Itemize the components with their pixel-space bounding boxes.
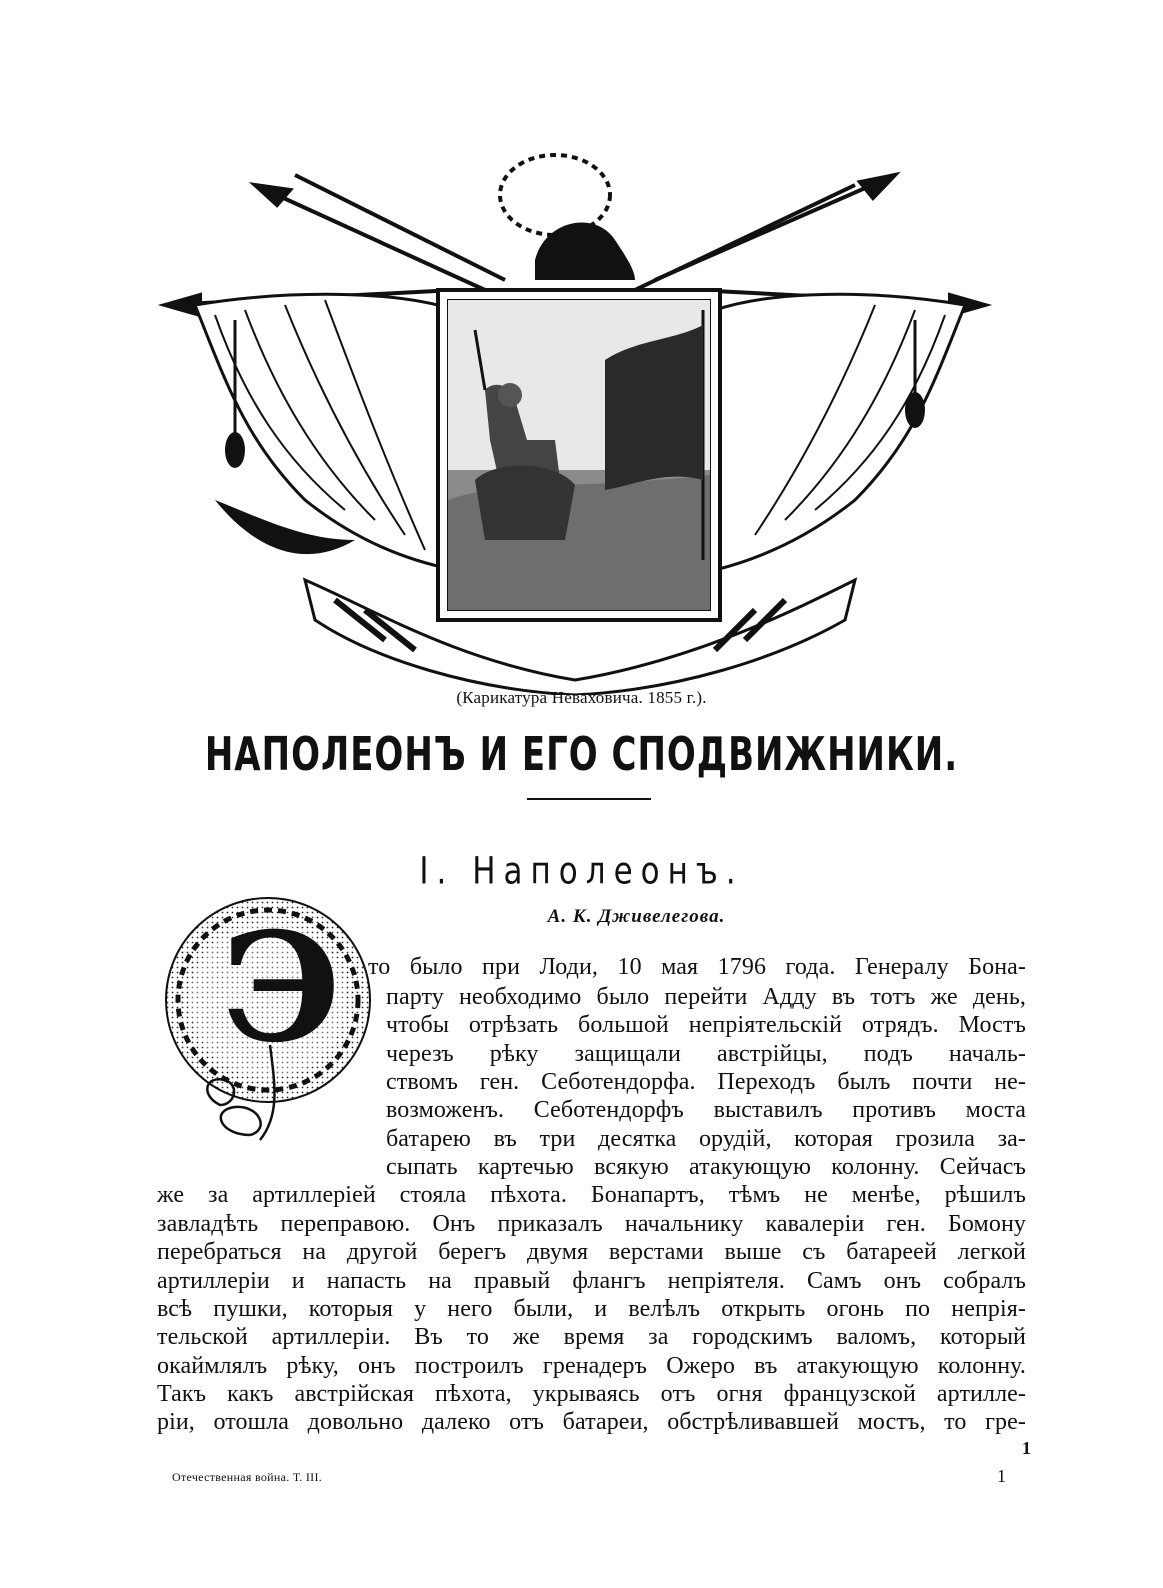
- body-line: батарею въ три десятка орудій, которая грозила за-: [386, 1126, 1026, 1152]
- body-line: перебраться на другой берегъ двумя верстами выше съ батареей легкой: [157, 1239, 1026, 1265]
- body-line: окаймлялъ рѣку, онъ построилъ гренадеръ Ожеро въ атакующую колонну.: [157, 1353, 1026, 1379]
- body-line: черезъ рѣку защищали австрійцы, подъ началь-: [386, 1041, 1026, 1067]
- body-line: то было при Лоди, 10 мая 1796 года. Генералу Бона-: [368, 954, 1026, 980]
- body-line: ствомъ ген. Себотендорфа. Переходъ былъ почти не-: [386, 1069, 1026, 1095]
- title-divider: [527, 798, 651, 800]
- body-line: же за артиллеріей стояла пѣхота. Бонапартъ, тѣмъ не менѣе, рѣшилъ: [157, 1182, 1026, 1208]
- body-line: парту необходимо было перейти Адду въ тотъ же день,: [386, 984, 1026, 1010]
- body-line: всѣ пушки, которыя у него были, и велѣлъ открыть огонь по непрія-: [157, 1296, 1026, 1322]
- body-line: ріи, отошла довольно далеко отъ батареи, обстрѣливавшей мостъ, то гре-: [157, 1409, 1026, 1435]
- caricature-illustration: [155, 140, 1005, 695]
- footer-page-number: 1: [997, 1466, 1006, 1486]
- body-line: сыпать картечью всякую атакующую колонну. Сейчасъ: [386, 1154, 1026, 1180]
- decorative-initial: [160, 895, 375, 1145]
- body-line: чтобы отрѣзать большой непріятельскій отрядъ. Мостъ: [386, 1012, 1026, 1038]
- author-name: А. К. Дживелегова.: [547, 906, 726, 927]
- footer-book-title: Отечественная война. Т. III.: [172, 1470, 323, 1484]
- body-line: Такъ какъ австрійская пѣхота, укрываясь отъ огня французской артилле-: [157, 1381, 1026, 1407]
- initial-letter: Э: [222, 900, 342, 1076]
- illustration-caption: (Карикатура Неваховича. 1855 г.).: [456, 688, 707, 707]
- body-line: возможенъ. Себотендорфъ выставилъ противъ моста: [386, 1097, 1026, 1123]
- napoleon-caricature-icon: [155, 140, 1005, 695]
- body-line: завладѣть переправою. Онъ приказалъ начальнику кавалеріи ген. Бомону: [157, 1211, 1026, 1237]
- body-line: тельской артиллеріи. Въ то же время за городскимъ валомъ, который: [157, 1324, 1026, 1350]
- page-number-top: 1: [1022, 1438, 1031, 1458]
- main-title: НАПОЛЕОНЪ И ЕГО СПОДВИЖНИКИ.: [204, 728, 959, 782]
- body-line: артиллеріи и напасть на правый флангъ непріятеля. Самъ онъ собралъ: [157, 1268, 1026, 1294]
- section-title: I. Наполеонъ.: [419, 850, 744, 894]
